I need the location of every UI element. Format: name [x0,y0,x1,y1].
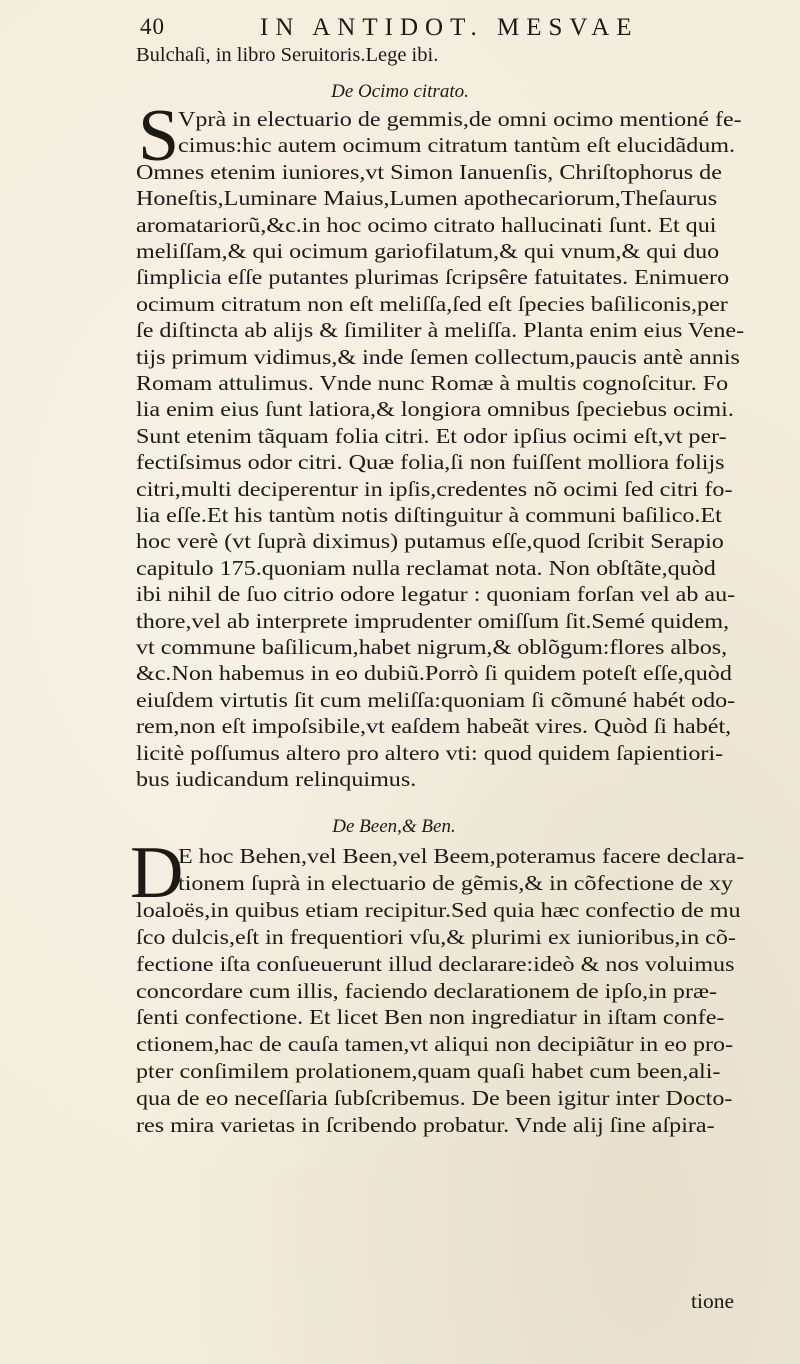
text-line: fectiſsimus odor citri. Quæ folia,ſi non fuiſſent molliora folijs [136,450,725,475]
text-line: ibi nihil de ſuo citrio odore legatur : quoniam forſan vel ab au- [136,582,736,607]
text-line: ocimum citratum non eſt meliſſa,ſed eſt ſpecies baſiliconis,per [136,291,728,316]
text-line: vt commune baſilicum,habet nigrum,& oblõgum:flores albos, [136,635,728,659]
page-number: 40 [140,14,165,39]
text-line: bus iudicandum relinquimus. [136,767,417,791]
text-line: aromatariorũ,&c.in hoc ocimo citrato hallucinati ſunt. Et qui [136,212,717,237]
text-line: E hoc Behen,vel Been,vel Beem,poteramus facere declara- [178,844,745,868]
text-line: lia eſſe.Et his tantùm notis diſtinguitur à communi baſilico.Et [136,503,722,527]
text-line: ſco dulcis,eſt in frequentiori vſu,& plurimi ex iunioribus,in cõ- [136,924,736,949]
text-line: concordare cum illis, faciendo declarationem de ipſo,in præ- [136,978,718,1003]
text-line: Sunt etenim tãquam folia citri. Et odor ipſius ocimi eſt,vt per- [136,423,727,448]
text-line: Vprà in electuario de gemmis,de omni ocimo mentioné fe- [178,107,742,131]
text-line: ſimplicia eſſe putantes plurimas ſcripsêre fatuitates. Enimuero [136,265,730,290]
text-line: tijs primum vidimus,& inde ſemen collectum,paucis antè annis [136,344,740,369]
text-line: ſe diſtincta ab alijs & ſimiliter à meliſſa. Planta enim eius Vene- [136,318,745,343]
drop-capital-d: D [130,832,184,914]
text-line: eiuſdem virtutis ſit cum meliſſa:quoniam ſi cõmuné habét odo- [136,687,736,712]
text-line: licitè poſſumus altero pro altero vti: quod quidem ſapientiori- [136,740,724,765]
running-title: IN ANTIDOT. MESVAE [260,14,639,41]
text-line: qua de eo neceſſaria ſubſcribemus. De been igitur inter Docto- [136,1086,733,1111]
text-line: cimus:hic autem ocimum citratum tantùm eſt elucidãdum. [178,133,736,158]
drop-capital-s: S [138,95,180,177]
text-line: tionem ſuprà in electuario de gẽmis,& in cõfectione de xy [178,870,733,895]
text-line: Romam attulimus. Vnde nunc Romæ à multis cognoſcitur. Fo [136,371,729,395]
section-heading-been: De Been,& Ben. [332,816,456,837]
text-line: &c.Non habemus in eo dubiũ.Porrò ſi quidem poteſt eſſe,quòd [136,661,732,686]
text-line: ſenti confectione. Et licet Ben non ingrediatur in iſtam confe- [136,1005,725,1030]
text-line: hoc verè (vt ſuprà diximus) putamus eſſe,quod ſcribit Serapio [136,529,724,554]
text-line: meliſſam,& qui ocimum gariofilatum,& qui vnum,& qui duo [136,239,720,263]
text-line: Omnes etenim iuniores,vt Simon Ianuenſis, Chriſtophorus de [136,159,722,184]
section-heading-ocimo: De Ocimo citrato. [331,81,469,102]
text-line: citri,multi deciperentur in ipſis,credentes nõ ocimi ſed citri fo- [136,476,733,501]
text-line: capitulo 175.quoniam nulla reclamat nota. Non obſtãte,quòd [136,555,716,580]
text-line: thore,vel ab interprete imprudenter omiſſum ſit.Semé quidem, [136,608,730,633]
text-line: Honeſtis,Luminare Maius,Lumen apothecariorum,Theſaurus [136,186,718,211]
text-line: lia enim eius ſunt latiora,& longiora omnibus ſpeciebus ocimi. [136,397,734,422]
text-line: fectione iſta conſueuerunt illud declarare:ideò & nos voluimus [136,951,735,976]
text-line: res mira varietas in ſcribendo probatur. Vnde alij ſine aſpira- [136,1113,715,1137]
intro-line: Bulchaſi, in libro Seruitoris.Lege ibi. [136,44,439,66]
text-line: ctionem,hac de cauſa tamen,vt aliqui non decipiãtur in eo pro- [136,1032,734,1057]
catchword: tione [691,1289,734,1313]
text-line: pter conſimilem prolationem,quam quaſi habet cum been,ali- [136,1059,721,1084]
text-line: rem,non eſt impoſsibile,vt eaſdem habeãt vires. Quòd ſi habét, [136,714,732,739]
text-line: loaloës,in quibus etiam recipitur.Sed quia hæc confectio de mu [136,897,741,922]
